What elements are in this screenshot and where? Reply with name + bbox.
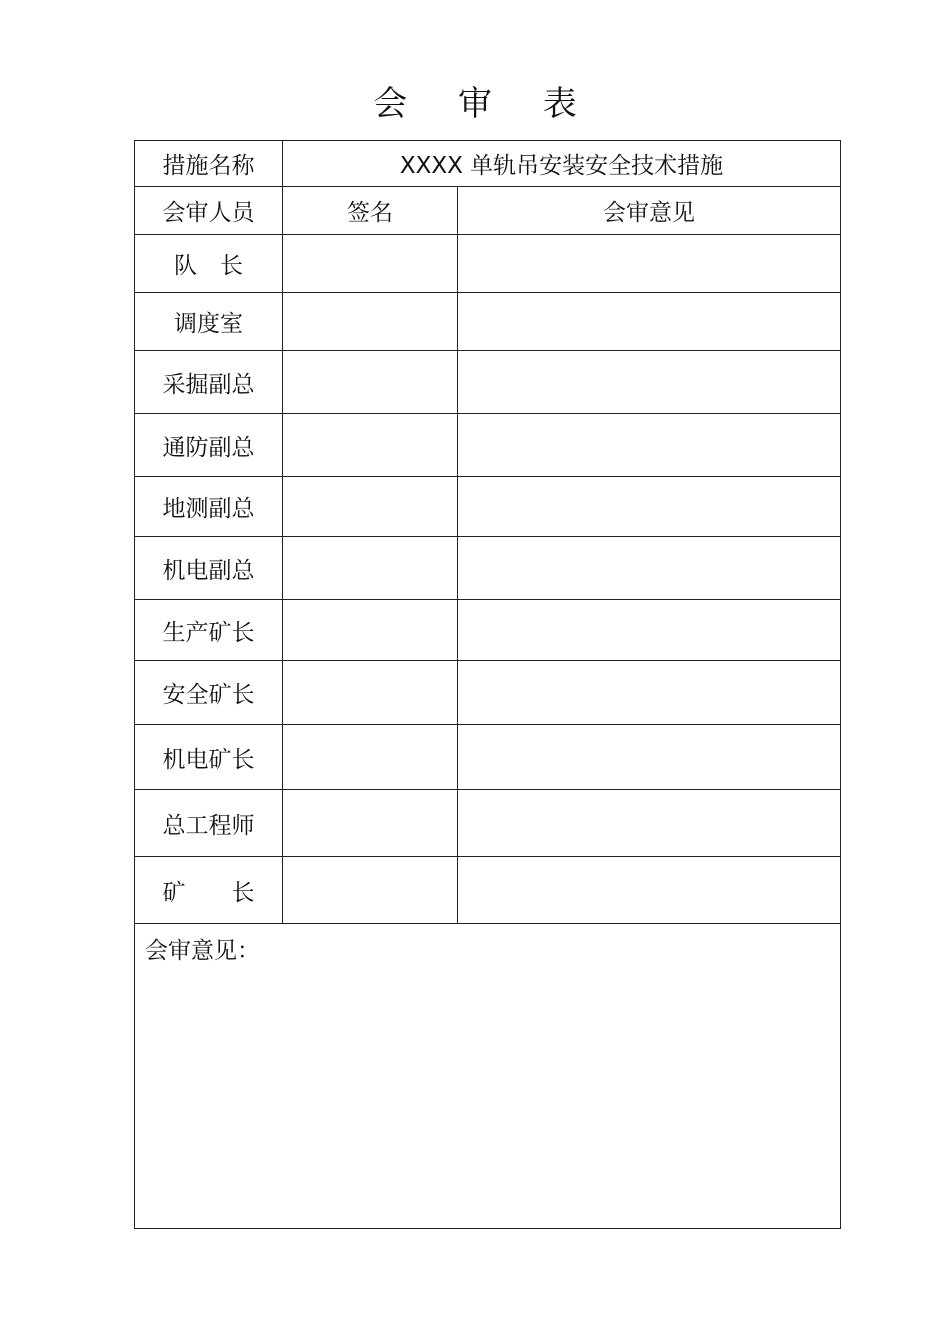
opinion-cell[interactable] <box>458 790 841 857</box>
reviewer-role: 通防副总 <box>135 414 283 477</box>
header-opinion: 会审意见 <box>458 187 841 235</box>
opinion-cell[interactable] <box>458 414 841 477</box>
signature-cell[interactable] <box>283 414 458 477</box>
reviewer-row <box>135 600 841 661</box>
reviewer-row <box>135 790 841 857</box>
opinion-cell[interactable] <box>458 725 841 790</box>
page-title: 会 审 表 <box>373 84 597 124</box>
measure-row <box>135 141 841 187</box>
signature-cell[interactable] <box>283 235 458 293</box>
signature-cell[interactable] <box>283 600 458 661</box>
header-signature: 签名 <box>283 187 458 235</box>
reviewer-row <box>135 477 841 537</box>
reviewer-role: 矿 长 <box>135 857 283 924</box>
measure-label: 措施名称 <box>135 141 283 187</box>
review-table <box>134 140 841 1229</box>
opinion-cell[interactable] <box>458 235 841 293</box>
opinion-cell[interactable] <box>458 477 841 537</box>
opinion-cell[interactable] <box>458 661 841 725</box>
reviewer-role: 安全矿长 <box>135 661 283 725</box>
header-row <box>135 187 841 235</box>
reviewer-row <box>135 235 841 293</box>
reviewer-role: 地测副总 <box>135 477 283 537</box>
comments-row <box>135 924 841 1229</box>
opinion-cell[interactable] <box>458 293 841 351</box>
reviewer-row <box>135 725 841 790</box>
header-reviewer: 会审人员 <box>135 187 283 235</box>
reviewer-row <box>135 293 841 351</box>
reviewer-row <box>135 537 841 600</box>
comments-cell[interactable] <box>135 924 841 1229</box>
opinion-cell[interactable] <box>458 600 841 661</box>
reviewer-role: 调度室 <box>135 293 283 351</box>
signature-cell[interactable] <box>283 537 458 600</box>
signature-cell[interactable] <box>283 790 458 857</box>
opinion-cell[interactable] <box>458 857 841 924</box>
signature-cell[interactable] <box>283 857 458 924</box>
reviewer-role: 采掘副总 <box>135 351 283 414</box>
signature-cell[interactable] <box>283 293 458 351</box>
reviewer-row <box>135 414 841 477</box>
opinion-cell[interactable] <box>458 351 841 414</box>
reviewer-row <box>135 661 841 725</box>
reviewer-role: 总工程师 <box>135 790 283 857</box>
reviewer-role: 队 长 <box>135 235 283 293</box>
signature-cell[interactable] <box>283 351 458 414</box>
signature-cell[interactable] <box>283 661 458 725</box>
measure-value: XXXX 单轨吊安装安全技术措施 <box>283 141 841 187</box>
reviewer-role: 机电副总 <box>135 537 283 600</box>
reviewer-role: 机电矿长 <box>135 725 283 790</box>
opinion-cell[interactable] <box>458 537 841 600</box>
signature-cell[interactable] <box>283 725 458 790</box>
comments-label: 会审意见： <box>145 938 260 964</box>
reviewer-row <box>135 351 841 414</box>
reviewer-role: 生产矿长 <box>135 600 283 661</box>
reviewer-row <box>135 857 841 924</box>
signature-cell[interactable] <box>283 477 458 537</box>
